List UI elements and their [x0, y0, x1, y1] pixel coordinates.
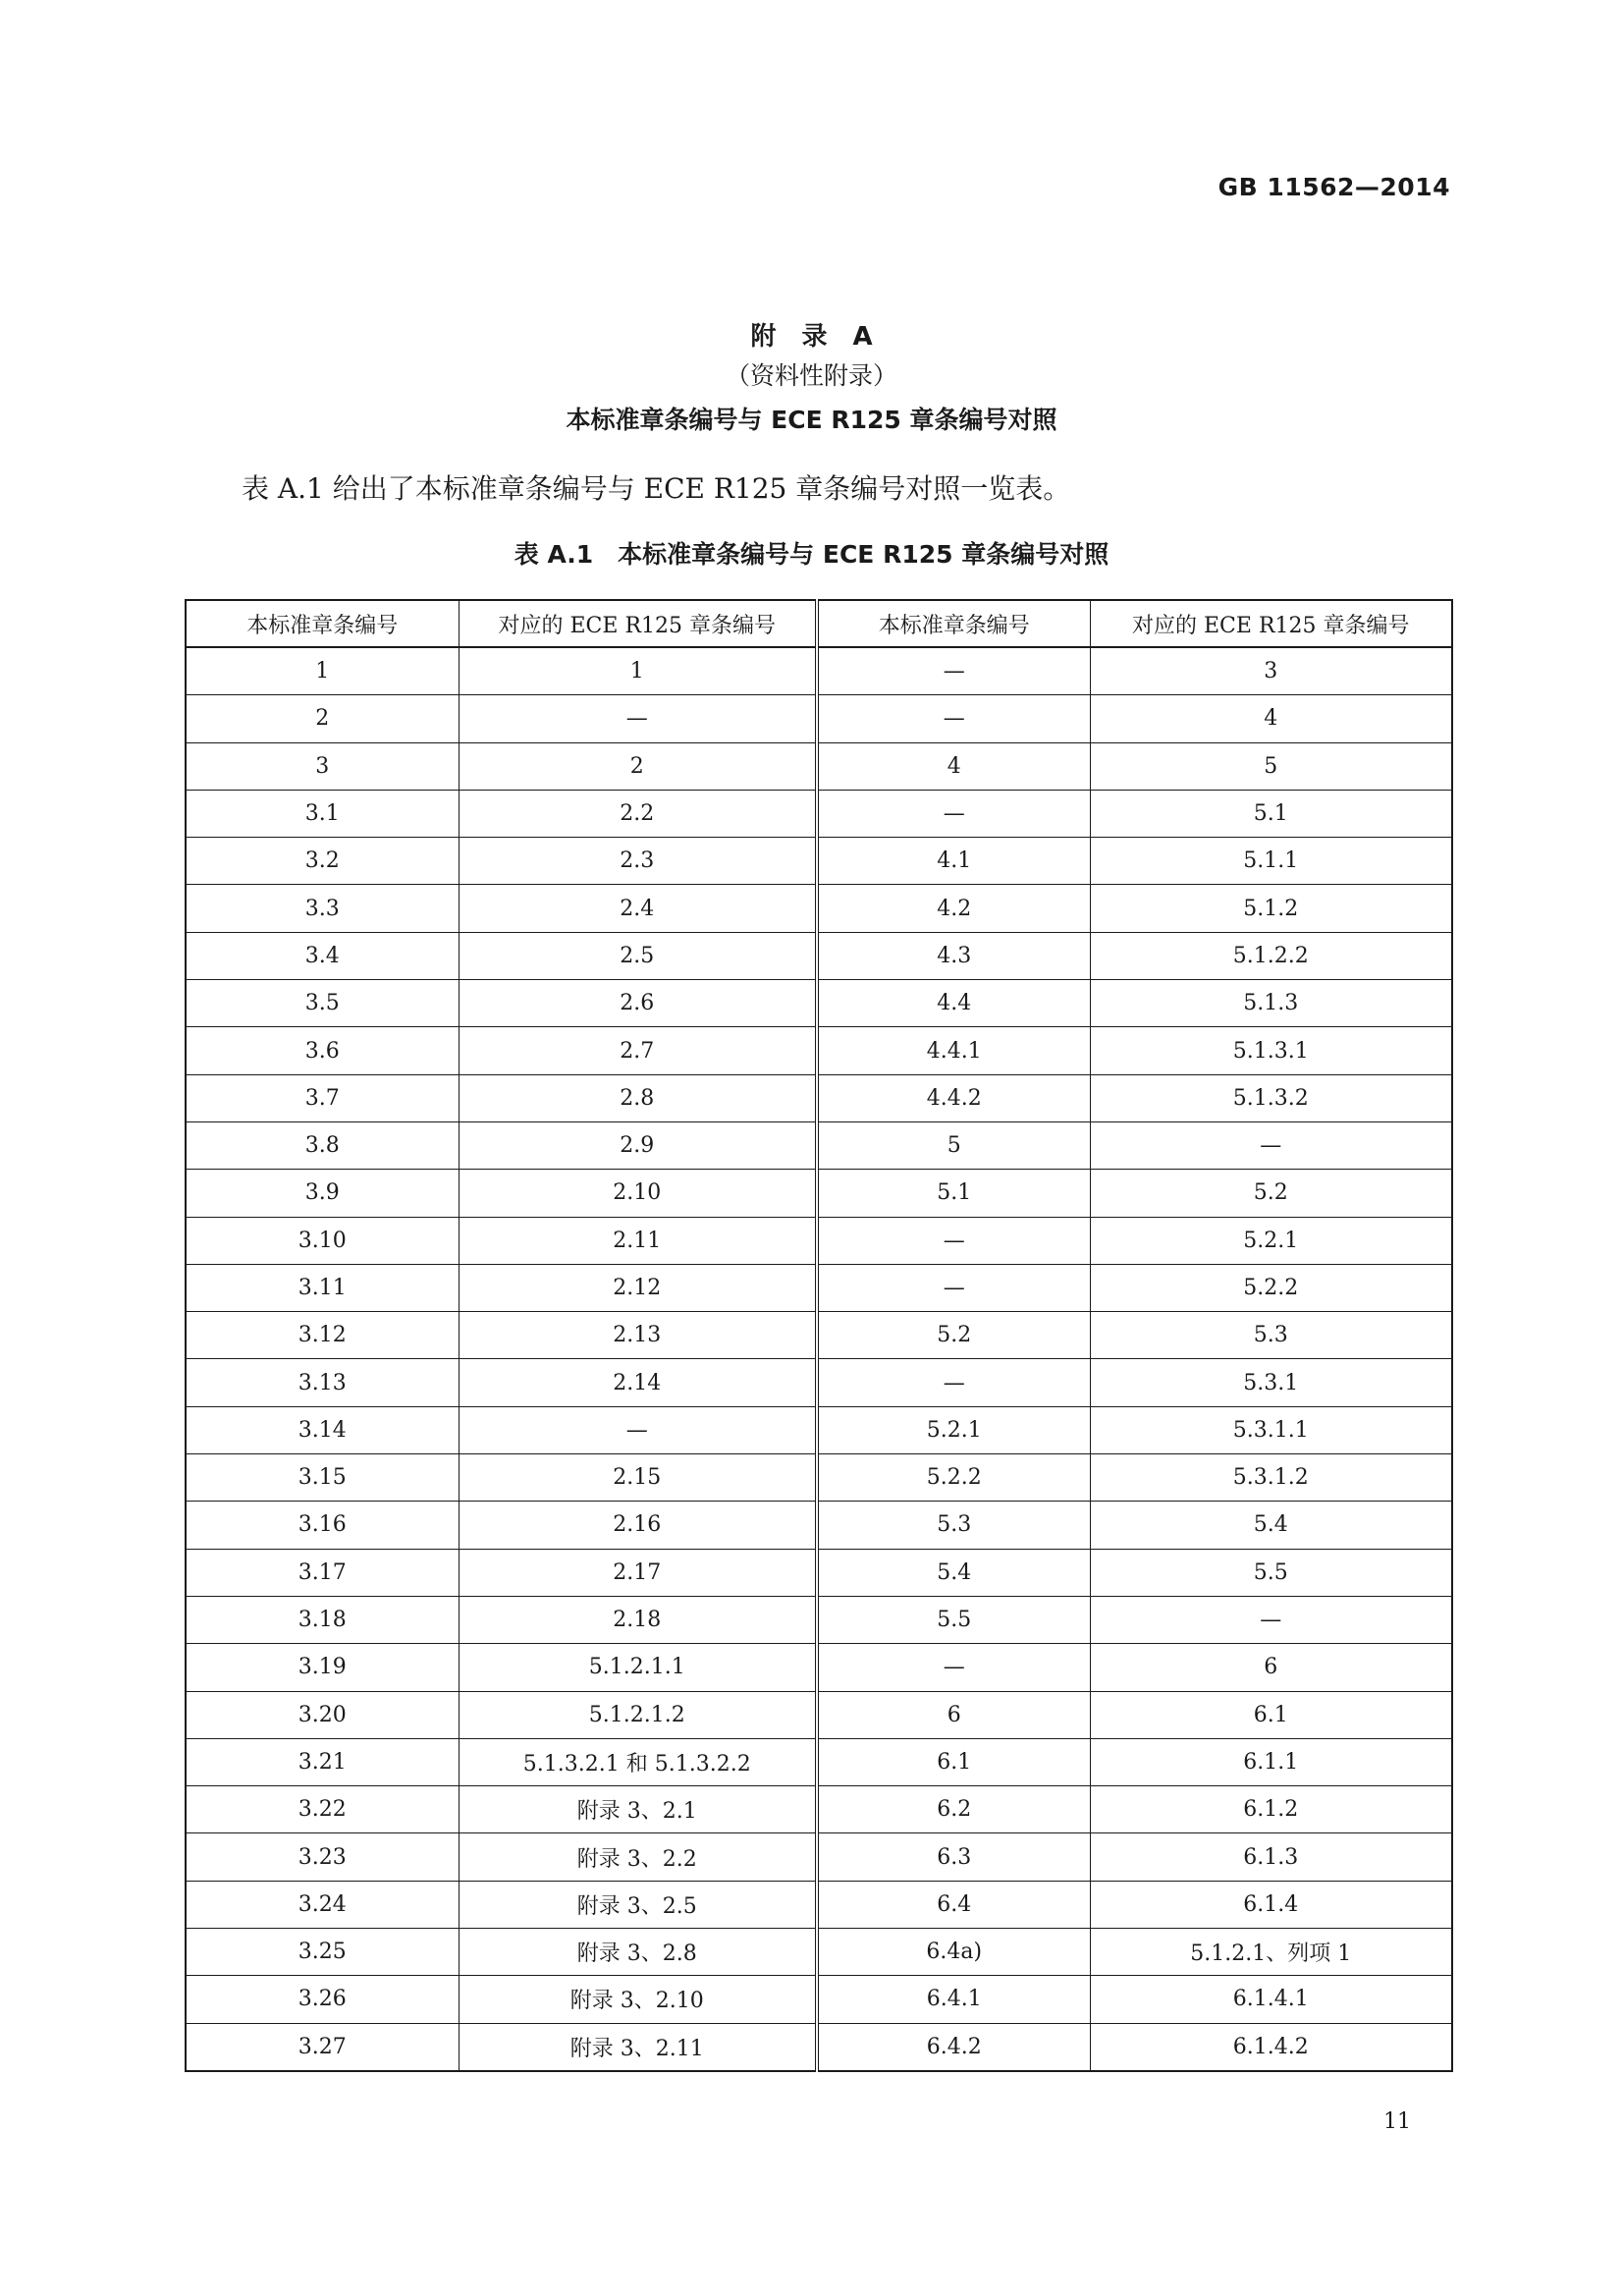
table-row — [186, 1881, 1452, 1928]
table-cell: 附录 3、2.8 — [459, 1929, 817, 1976]
table-cell: 5.1.3.1 — [1090, 1027, 1452, 1074]
table-cell: 5.4 — [1090, 1502, 1452, 1549]
table-cell: 3.10 — [186, 1217, 459, 1264]
intro-paragraph: 表 A.1 给出了本标准章条编号与 ECE R125 章条编号对照一览表。 — [242, 472, 1071, 505]
table-cell: 5.3 — [1090, 1312, 1452, 1359]
table-cell: 5.3.1.1 — [1090, 1406, 1452, 1453]
header-cell-standard-clause-right: 本标准章条编号 — [817, 600, 1090, 647]
table-cell: 4.2 — [817, 885, 1090, 932]
table-row — [186, 1786, 1452, 1833]
table-cell: 3.17 — [186, 1549, 459, 1596]
table-cell: 2.13 — [459, 1312, 817, 1359]
table-cell: — — [1090, 1121, 1452, 1169]
table-cell: 3.2 — [186, 838, 459, 885]
table-cell: 5.2 — [1090, 1170, 1452, 1217]
table-row — [186, 932, 1452, 979]
table-cell: 5.1.2 — [1090, 885, 1452, 932]
table-row — [186, 1359, 1452, 1406]
table-cell: — — [817, 1264, 1090, 1311]
header-cell-ece-clause-right: 对应的 ECE R125 章条编号 — [1090, 600, 1452, 647]
table-cell: 6.4a) — [817, 1929, 1090, 1976]
table-cell: 6.4 — [817, 1881, 1090, 1928]
table-row — [186, 838, 1452, 885]
table-cell: 3.21 — [186, 1738, 459, 1785]
table-row — [186, 1027, 1452, 1074]
standard-code: GB 11562—2014 — [1217, 173, 1450, 201]
table-cell: 5.1 — [817, 1170, 1090, 1217]
table-cell: 2.3 — [459, 838, 817, 885]
table-cell: 2.11 — [459, 1217, 817, 1264]
table-cell: 4.4.2 — [817, 1074, 1090, 1121]
table-cell: 3.1 — [186, 790, 459, 837]
table-cell: 5.5 — [817, 1596, 1090, 1643]
table-cell: 3.18 — [186, 1596, 459, 1643]
table-cell: 3.14 — [186, 1406, 459, 1453]
table-row — [186, 695, 1452, 742]
table-caption: 表 A.1 本标准章条编号与 ECE R125 章条编号对照 — [514, 540, 1109, 569]
annex-heading: 本标准章条编号与 ECE R125 章条编号对照 — [566, 406, 1057, 434]
table-cell: 2.15 — [459, 1454, 817, 1502]
table-cell: 3.22 — [186, 1786, 459, 1833]
table-cell: 3.6 — [186, 1027, 459, 1074]
table-cell: 2.2 — [459, 790, 817, 837]
table-cell: 5.3.1 — [1090, 1359, 1452, 1406]
table-cell: 5.1.1 — [1090, 838, 1452, 885]
table-row — [186, 1738, 1452, 1785]
table-cell: 2.17 — [459, 1549, 817, 1596]
table-row — [186, 1976, 1452, 2023]
table-row — [186, 1929, 1452, 1976]
table-cell: — — [459, 1406, 817, 1453]
table-cell: 3.13 — [186, 1359, 459, 1406]
table-cell: 3.5 — [186, 980, 459, 1027]
table-cell: 2.8 — [459, 1074, 817, 1121]
table-cell: 3.11 — [186, 1264, 459, 1311]
table-cell: 6 — [817, 1691, 1090, 1738]
table-cell: 3.19 — [186, 1644, 459, 1691]
table-cell: 5.2.2 — [1090, 1264, 1452, 1311]
table-cell: 1 — [186, 647, 459, 695]
table-header-row — [186, 600, 1452, 647]
table-cell: 5.2.1 — [1090, 1217, 1452, 1264]
table-row — [186, 1691, 1452, 1738]
table-row — [186, 2023, 1452, 2071]
table-cell: 6.4.2 — [817, 2023, 1090, 2071]
table-cell: 6.1.4 — [1090, 1881, 1452, 1928]
table-cell: 3 — [1090, 647, 1452, 695]
table-cell: 6.1.3 — [1090, 1833, 1452, 1881]
table-row — [186, 1121, 1452, 1169]
table-row — [186, 1170, 1452, 1217]
table-cell: 3 — [186, 742, 459, 790]
table-cell: — — [817, 647, 1090, 695]
table-cell: 附录 3、2.5 — [459, 1881, 817, 1928]
table-cell: 2.9 — [459, 1121, 817, 1169]
table-cell: 5 — [817, 1121, 1090, 1169]
table-cell: 5.1.2.1.1 — [459, 1644, 817, 1691]
comparison-table — [185, 599, 1453, 2072]
table-cell: 6.1 — [817, 1738, 1090, 1785]
table-body — [186, 647, 1452, 2071]
table-cell: 4 — [1090, 695, 1452, 742]
table-row — [186, 1406, 1452, 1453]
table-row — [186, 1074, 1452, 1121]
table-cell: 6.1.4.2 — [1090, 2023, 1452, 2071]
table-row — [186, 1312, 1452, 1359]
table-cell: 3.16 — [186, 1502, 459, 1549]
header-cell-ece-clause-left: 对应的 ECE R125 章条编号 — [459, 600, 817, 647]
table-cell: 附录 3、2.11 — [459, 2023, 817, 2071]
table-cell: 3.9 — [186, 1170, 459, 1217]
table-cell: 6 — [1090, 1644, 1452, 1691]
table-cell: 3.4 — [186, 932, 459, 979]
annex-subtitle: （资料性附录） — [725, 361, 897, 390]
table-row — [186, 1549, 1452, 1596]
page-number: 11 — [1383, 2109, 1411, 2134]
table-cell: 2.12 — [459, 1264, 817, 1311]
table-cell: 2.16 — [459, 1502, 817, 1549]
table-row — [186, 1833, 1452, 1881]
table-cell: 6.2 — [817, 1786, 1090, 1833]
table-row — [186, 885, 1452, 932]
table-cell: 2.14 — [459, 1359, 817, 1406]
table-cell: — — [817, 1644, 1090, 1691]
table-cell: — — [817, 790, 1090, 837]
table-row — [186, 980, 1452, 1027]
table-row — [186, 790, 1452, 837]
table-cell: 3.24 — [186, 1881, 459, 1928]
table-cell: 5.1.3.2.1 和 5.1.3.2.2 — [459, 1738, 817, 1785]
table-cell: — — [817, 695, 1090, 742]
table-cell: 2.7 — [459, 1027, 817, 1074]
table-cell: 2.4 — [459, 885, 817, 932]
table-cell: 3.8 — [186, 1121, 459, 1169]
table-cell: 附录 3、2.10 — [459, 1976, 817, 2023]
table-cell: 5.4 — [817, 1549, 1090, 1596]
table-cell: 6.1.2 — [1090, 1786, 1452, 1833]
table-cell: 3.12 — [186, 1312, 459, 1359]
table-cell: 6.1.1 — [1090, 1738, 1452, 1785]
table-cell: 3.20 — [186, 1691, 459, 1738]
table-cell: 4.1 — [817, 838, 1090, 885]
table-cell: 3.7 — [186, 1074, 459, 1121]
table-cell: 4.3 — [817, 932, 1090, 979]
table-cell: 4 — [817, 742, 1090, 790]
table-cell: 5.1.2.1、列项 1 — [1090, 1929, 1452, 1976]
table-cell: 5.3 — [817, 1502, 1090, 1549]
table-cell: 5.1.2.2 — [1090, 932, 1452, 979]
table-cell: 2 — [186, 695, 459, 742]
table-cell: — — [459, 695, 817, 742]
table-cell: 3.27 — [186, 2023, 459, 2071]
table-cell: 2 — [459, 742, 817, 790]
table-cell: 4.4 — [817, 980, 1090, 1027]
table-row — [186, 1644, 1452, 1691]
table-cell: — — [1090, 1596, 1452, 1643]
table-cell: 5.2.2 — [817, 1454, 1090, 1502]
table-cell: 5.3.1.2 — [1090, 1454, 1452, 1502]
table-cell: 3.15 — [186, 1454, 459, 1502]
table-row — [186, 1217, 1452, 1264]
table-cell: 1 — [459, 647, 817, 695]
table-cell: 3.23 — [186, 1833, 459, 1881]
table-row — [186, 742, 1452, 790]
table-row — [186, 1454, 1452, 1502]
table-cell: — — [817, 1217, 1090, 1264]
table-cell: — — [817, 1359, 1090, 1406]
table-cell: 2.18 — [459, 1596, 817, 1643]
table-cell: 3.25 — [186, 1929, 459, 1976]
annex-title: 附 录 A — [750, 322, 873, 352]
table-cell: 2.10 — [459, 1170, 817, 1217]
table-cell: 5.2 — [817, 1312, 1090, 1359]
table-cell: 6.1.4.1 — [1090, 1976, 1452, 2023]
table-cell: 5.1 — [1090, 790, 1452, 837]
table-cell: 2.6 — [459, 980, 817, 1027]
table-row — [186, 1264, 1452, 1311]
table-cell: 5.1.3 — [1090, 980, 1452, 1027]
table-cell: 2.5 — [459, 932, 817, 979]
table-cell: 附录 3、2.2 — [459, 1833, 817, 1881]
table-cell: 附录 3、2.1 — [459, 1786, 817, 1833]
table-cell: 3.3 — [186, 885, 459, 932]
comparison-table-container — [185, 599, 1451, 2072]
table-cell: 6.4.1 — [817, 1976, 1090, 2023]
table-cell: 5.1.2.1.2 — [459, 1691, 817, 1738]
table-cell: 4.4.1 — [817, 1027, 1090, 1074]
table-row — [186, 647, 1452, 695]
table-cell: 6.3 — [817, 1833, 1090, 1881]
table-cell: 5 — [1090, 742, 1452, 790]
table-cell: 5.5 — [1090, 1549, 1452, 1596]
header-cell-standard-clause-left: 本标准章条编号 — [186, 600, 459, 647]
table-row — [186, 1596, 1452, 1643]
table-cell: 6.1 — [1090, 1691, 1452, 1738]
table-cell: 3.26 — [186, 1976, 459, 2023]
table-cell: 5.2.1 — [817, 1406, 1090, 1453]
table-cell: 5.1.3.2 — [1090, 1074, 1452, 1121]
table-row — [186, 1502, 1452, 1549]
